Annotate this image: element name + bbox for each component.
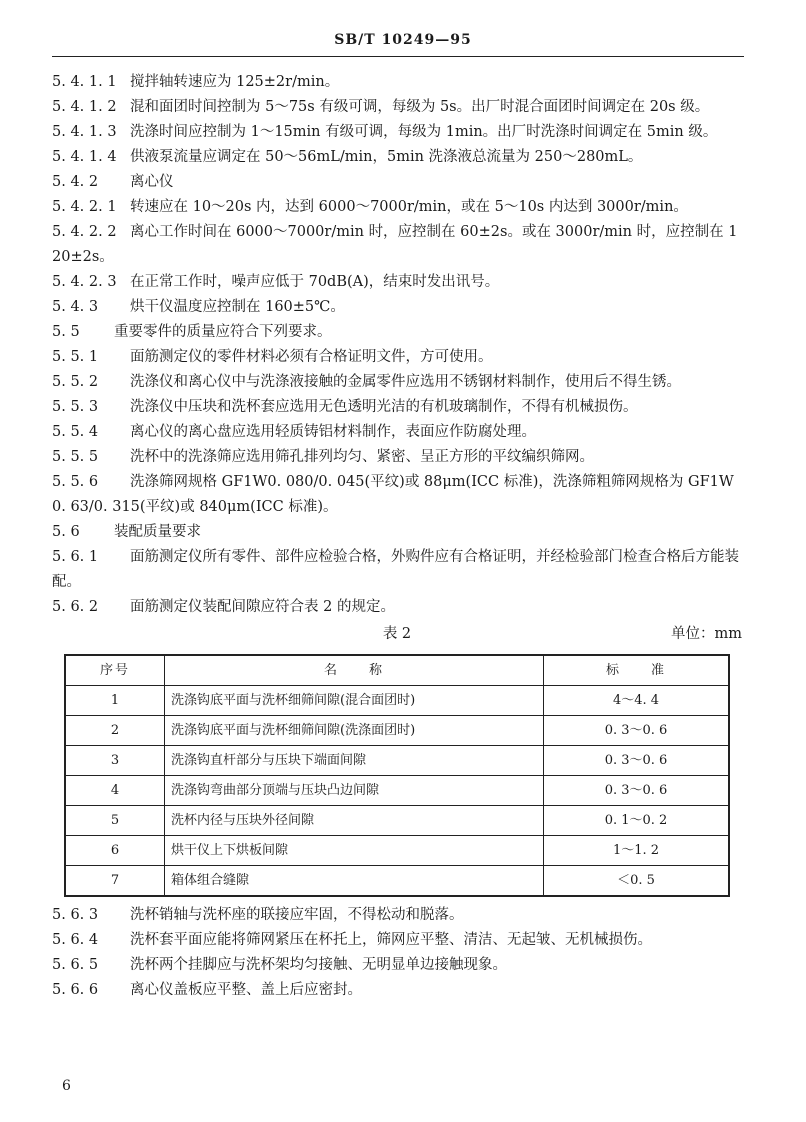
clause-number: 5. 6. 3	[52, 907, 99, 923]
clause-number: 5. 4. 1. 1	[52, 74, 117, 90]
clause	[52, 270, 742, 295]
table-header-row	[65, 655, 729, 686]
table-row	[65, 716, 729, 746]
clause	[52, 978, 742, 1003]
clause-text: 洗涤时间应控制为 1～15min 有级可调，每级为 1min。出厂时洗涤时间调定在 5min 级。	[130, 124, 718, 140]
clause	[52, 520, 742, 545]
clause-text: 洗涤仪中压块和洗杯套应选用无色透明光洁的有机玻璃制作，不得有机械损伤。	[130, 399, 638, 415]
clause-text: 供液泵流量应调定在 50～56mL/min，5min 洗涤液总流量为 250～280mL。	[130, 149, 643, 165]
row-name: 洗杯内径与压块外径间隙	[165, 806, 544, 836]
table-unit: 单位：mm	[671, 626, 742, 642]
clause-list	[52, 70, 742, 620]
row-std: 0. 3～0. 6	[544, 776, 730, 806]
clause-number: 5. 5. 6	[52, 474, 99, 490]
row-name: 洗涤钩底平面与洗杯细筛间隙(洗涤面团时)	[165, 716, 544, 746]
clause-number: 5. 6. 5	[52, 957, 99, 973]
document-header: SB/T 10249—95	[334, 32, 472, 48]
clause-text: 洗涤筛网规格 GF1W0. 080/0. 045(平纹)或 88μm(ICC 标准)，洗涤筛粗筛网规格为 GF1W0. 63/0. 315(平纹)或 840μm(ICC 标准)。	[52, 474, 734, 515]
row-no: 4	[65, 776, 165, 806]
row-name: 洗涤钩底平面与洗杯细筛间隙(混合面团时)	[165, 686, 544, 716]
clause-number: 5. 4. 2. 2	[52, 224, 117, 240]
clause	[52, 345, 742, 370]
clause-text: 离心工作时间在 6000～7000r/min 时，应控制在 60±2s。或在 3000r/min 时，应控制在 120±2s。	[52, 224, 738, 265]
clause	[52, 320, 742, 345]
clause	[52, 370, 742, 395]
clause	[52, 95, 742, 120]
clause-text: 离心仪盖板应平整、盖上后应密封。	[130, 982, 362, 998]
table-title: 表 2	[382, 626, 412, 642]
clause-list-after-table	[52, 903, 742, 1003]
row-name: 箱体组合缝隙	[165, 866, 544, 897]
table-row	[65, 776, 729, 806]
clause	[52, 595, 742, 620]
clause-text: 装配质量要求	[114, 524, 201, 540]
document-body	[52, 70, 742, 1003]
clause-text: 烘干仪温度应控制在 160±5℃。	[130, 299, 345, 315]
clearance-table	[64, 654, 730, 897]
row-std: 4～4. 4	[544, 686, 730, 716]
row-std: 0. 3～0. 6	[544, 746, 730, 776]
table-row	[65, 836, 729, 866]
table-row	[65, 806, 729, 836]
clause	[52, 195, 742, 220]
clause	[52, 70, 742, 95]
clause-text: 洗杯套平面应能将筛网紧压在杯托上，筛网应平整、清洁、无起皱、无机械损伤。	[130, 932, 652, 948]
header-rule	[52, 56, 744, 57]
clause-number: 5. 4. 2. 1	[52, 199, 117, 215]
row-std: ＜0. 5	[544, 866, 730, 897]
clause-number: 5. 6. 2	[52, 599, 99, 615]
table-row	[65, 866, 729, 897]
header-std: 标 准	[544, 655, 730, 686]
clause-text: 洗杯两个挂脚应与洗杯架均匀接触、无明显单边接触现象。	[130, 957, 507, 973]
clause-number: 5. 5. 1	[52, 349, 99, 365]
clause	[52, 470, 742, 520]
clause	[52, 928, 742, 953]
row-no: 6	[65, 836, 165, 866]
clause-text: 洗杯中的洗涤筛应选用筛孔排列均匀、紧密、呈正方形的平纹编织筛网。	[130, 449, 594, 465]
clause-text: 洗涤仪和离心仪中与洗涤液接触的金属零件应选用不锈钢材料制作，使用后不得生锈。	[130, 374, 681, 390]
clause-text: 在正常工作时，噪声应低于 70dB(A)，结束时发出讯号。	[130, 274, 500, 290]
clause-number: 5. 4. 2. 3	[52, 274, 117, 290]
clause	[52, 445, 742, 470]
clause-number: 5. 5. 5	[52, 449, 99, 465]
table-caption	[52, 622, 742, 648]
clause-text: 洗杯销轴与洗杯座的联接应牢固，不得松动和脱落。	[130, 907, 464, 923]
row-name: 洗涤钩弯曲部分顶端与压块凸边间隙	[165, 776, 544, 806]
clause	[52, 220, 742, 270]
clause-text: 重要零件的质量应符合下列要求。	[114, 324, 332, 340]
clause-number: 5. 6. 6	[52, 982, 99, 998]
clause-text: 离心仪	[130, 174, 174, 190]
clause-number: 5. 6. 4	[52, 932, 99, 948]
header-name: 名 称	[165, 655, 544, 686]
page-number: 6	[62, 1078, 71, 1094]
row-name: 洗涤钩直杆部分与压块下端面间隙	[165, 746, 544, 776]
row-no: 5	[65, 806, 165, 836]
row-no: 2	[65, 716, 165, 746]
row-no: 3	[65, 746, 165, 776]
clause	[52, 120, 742, 145]
row-std: 0. 1～0. 2	[544, 806, 730, 836]
clause	[52, 953, 742, 978]
clause-number: 5. 5. 3	[52, 399, 99, 415]
clause	[52, 395, 742, 420]
clause-text: 面筋测定仪装配间隙应符合表 2 的规定。	[130, 599, 395, 615]
clause-number: 5. 4. 1. 2	[52, 99, 117, 115]
clause	[52, 170, 742, 195]
clause-number: 5. 4. 2	[52, 174, 99, 190]
clause	[52, 903, 742, 928]
clause-number: 5. 4. 1. 4	[52, 149, 117, 165]
clause-text: 转速应在 10～20s 内，达到 6000～7000r/min，或在 5～10s 内达到 3000r/min。	[130, 199, 688, 215]
clause-number: 5. 4. 3	[52, 299, 99, 315]
clause-text: 混和面团时间控制为 5～75s 有级可调，每级为 5s。出厂时混合面团时间调定在 20s 级。	[130, 99, 710, 115]
clause	[52, 545, 742, 595]
clause-number: 5. 4. 1. 3	[52, 124, 117, 140]
clause-text: 搅拌轴转速应为 125±2r/min。	[130, 74, 340, 90]
table-row	[65, 686, 729, 716]
clause	[52, 295, 742, 320]
table-row	[65, 746, 729, 776]
header-no: 序号	[65, 655, 165, 686]
clause-text: 面筋测定仪的零件材料必须有合格证明文件，方可使用。	[130, 349, 493, 365]
clause	[52, 145, 742, 170]
row-name: 烘干仪上下烘板间隙	[165, 836, 544, 866]
row-no: 1	[65, 686, 165, 716]
clause-number: 5. 5. 2	[52, 374, 99, 390]
clause-number: 5. 6. 1	[52, 549, 99, 565]
clause-text: 离心仪的离心盘应选用轻质铸铝材料制作，表面应作防腐处理。	[130, 424, 536, 440]
clause	[52, 420, 742, 445]
row-no: 7	[65, 866, 165, 897]
row-std: 0. 3～0. 6	[544, 716, 730, 746]
row-std: 1～1. 2	[544, 836, 730, 866]
clause-number: 5. 5. 4	[52, 424, 99, 440]
clause-text: 面筋测定仪所有零件、部件应检验合格，外购件应有合格证明，并经检验部门检查合格后方能装配。	[52, 549, 739, 590]
clause-number: 5. 5	[52, 324, 80, 340]
clause-number: 5. 6	[52, 524, 80, 540]
